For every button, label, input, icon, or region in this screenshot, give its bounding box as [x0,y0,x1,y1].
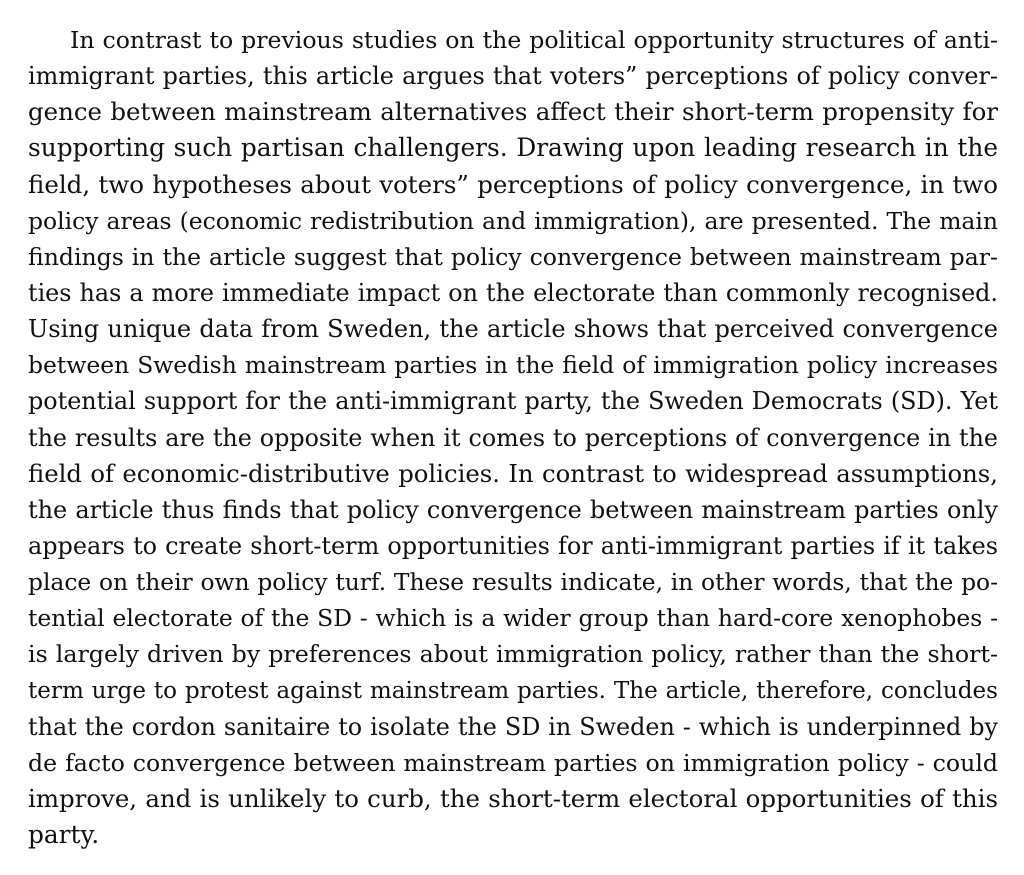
text-line: appears to create short-term opportunities for anti-immigrant parties if it takes [28,531,998,560]
text-line: immigrant parties, this article argues that voters” perceptions of policy conver- [28,62,998,91]
text-line: the article thus finds that policy convergence between mainstream parties only [28,495,998,524]
text-line: de facto convergence between mainstream parties on immigration policy - could [28,748,998,777]
text-line: field of economic-distributive policies. In contrast to widespread assumptions, [28,458,998,488]
text-line: improve, and is unlikely to curb, the short-term electoral opportunities of this [28,783,998,813]
abstract-paragraph [28,22,998,853]
text-line: gence between mainstream alternatives affect their short-term propensity for [28,97,998,127]
text-line: place on their own policy turf. These results indicate, in other words, that the po- [28,568,998,597]
text-line: Using unique data from Sweden, the article shows that perceived convergence [28,315,998,344]
text-line-last: party. [28,820,100,850]
text-line: the results are the opposite when it comes to perceptions of convergence in the [28,423,998,452]
text-line: potential support for the anti-immigrant party, the Sweden Democrats (SD). Yet [28,387,998,416]
text-line: findings in the article suggest that policy convergence between mainstream par- [28,242,998,271]
text-line: ties has a more immediate impact on the electorate than commonly recognised. [28,278,998,307]
text-line: field, two hypotheses about voters” perceptions of policy convergence, in two [28,169,998,199]
text-line: that the cordon sanitaire to isolate the SD in Sweden - which is underpinned by [28,712,998,741]
text-line: is largely driven by preferences about immigration policy, rather than the short- [28,640,998,669]
text-line: between Swedish mainstream parties in the field of immigration policy increases [28,351,998,380]
text-line: supporting such partisan challengers. Drawing upon leading research in the [28,133,998,163]
text-line: In contrast to previous studies on the political opportunity structures of anti- [70,26,998,54]
text-line: tential electorate of the SD - which is a wider group than hard-core xenophobes - [28,604,998,633]
text-line: policy areas (economic redistribution and immigration), are presented. The main [28,206,998,235]
text-line: term urge to protest against mainstream parties. The article, therefore, concludes [28,677,998,704]
